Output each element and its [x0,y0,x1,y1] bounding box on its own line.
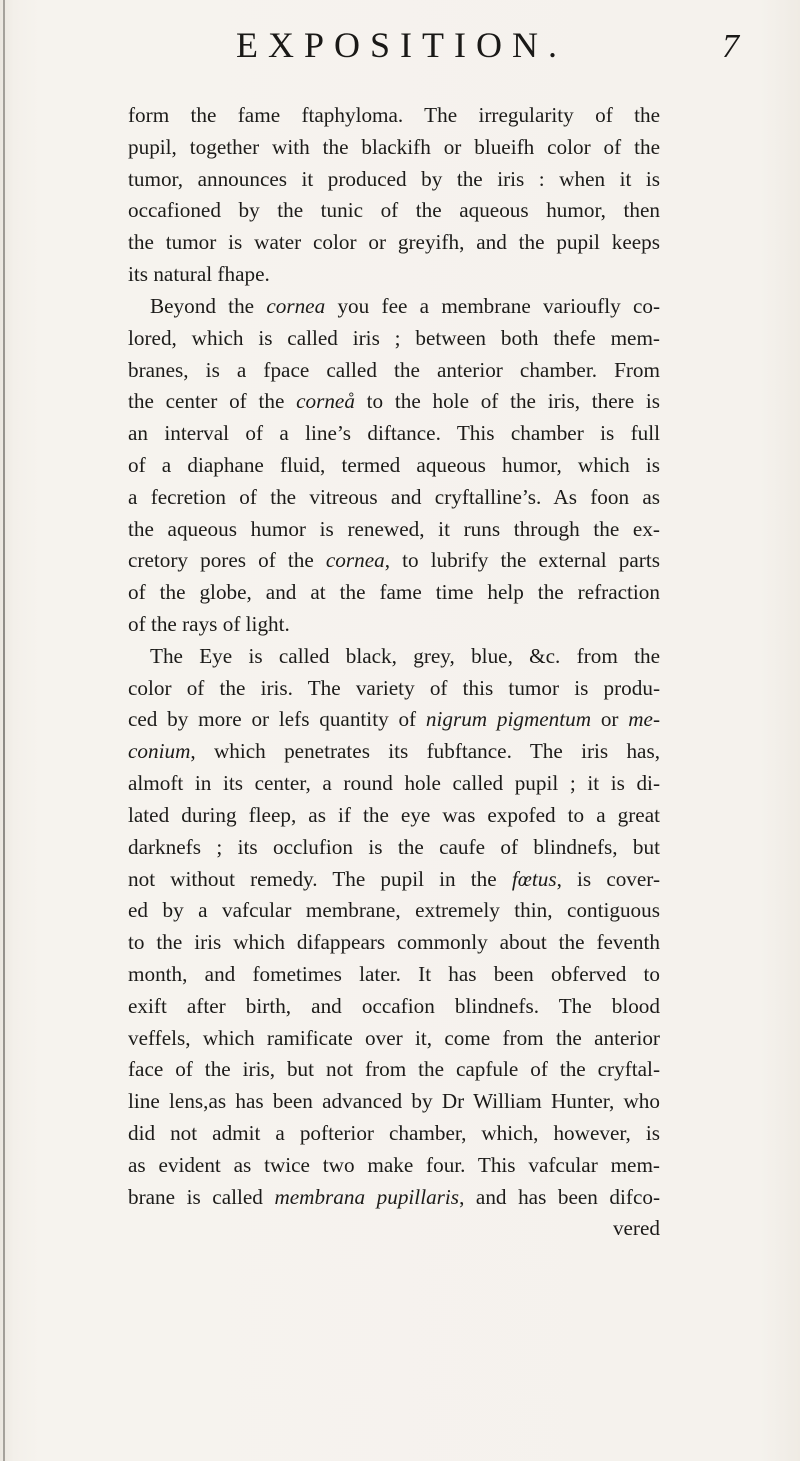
text-run: vered [612,1216,660,1241]
text-run: The Eye is called black, grey, blue, &c. from the [150,643,660,668]
text-run: darknefs ; its occlufion is the caufe of blindnefs, but [128,834,660,859]
text-line [128,1213,660,1245]
text-line [128,927,660,959]
text-line [128,959,660,991]
text-line [128,800,660,832]
text-run: cretory pores of the [128,548,326,573]
text-line [128,195,660,227]
text-run: a fecretion of the vitreous and cryftalline’s. As foon as [128,484,660,509]
text-run: ed by a vafcular membrane, extremely thin, contiguous [128,898,660,923]
text-run: color of the iris. The variety of this tumor is produ- [128,675,660,700]
text-line [128,355,660,387]
text-line [128,450,660,482]
text-run: branes, is a fpace called the anterior chamber. From [128,357,660,382]
text-run: form the fame ftaphyloma. The irregularity of the [128,103,660,127]
text-line [128,1118,660,1150]
text-line [128,1182,660,1214]
text-line [128,641,660,673]
italic-term: me- [628,707,661,732]
text-line [128,1054,660,1086]
text-line [128,323,660,355]
text-run: , which penetrates its fubftance. The iris has, [190,739,660,764]
text-run: the center of the [128,389,297,414]
text-line [128,545,660,577]
text-line [128,1150,660,1182]
text-run: the aqueous humor is renewed, it runs through the ex- [128,516,660,541]
text-run: as evident as twice two make four. This vafcular mem- [128,1152,660,1177]
body-text [128,100,660,1245]
binding-edge [3,0,5,1461]
text-line [128,227,660,259]
text-run: of the globe, and at the fame time help the refraction [128,580,660,605]
text-line [128,832,660,864]
text-line [128,864,660,896]
text-line [128,259,660,291]
text-run: or [591,707,629,732]
text-run: you fee a membrane varioufly co- [325,293,660,318]
text-line [128,609,660,641]
text-run: lated during fleep, as if the eye was expofed to a great [128,802,660,827]
text-run: to the hole of the iris, there is [354,389,660,414]
text-run: brane is called [128,1184,275,1209]
text-line [128,164,660,196]
text-run: tumor, announces it produced by the iris : when it is [128,166,660,191]
text-line [128,1023,660,1055]
running-head: EXPOSITION. [236,25,567,65]
page-number: 7 [722,28,739,65]
italic-term: cornea [266,293,326,318]
text-line [128,704,660,736]
text-run: face of the iris, but not from the capfule of the cryftal- [128,1057,660,1082]
text-line [128,577,660,609]
text-run: did not admit a pofterior chamber, which, however, is [128,1121,660,1145]
text-run: ced by more or lefs quantity of [128,707,426,732]
text-line [128,768,660,800]
text-run: veffels, which ramificate over it, come from the anterior [128,1025,660,1050]
italic-term: conium [128,739,191,764]
text-run: almoft in its center, a round hole called pupil ; it is di- [128,771,660,796]
text-run: exift after birth, and occafion blindnefs. The blood [128,993,660,1018]
text-line [128,418,660,450]
text-run: lored, which is called iris ; between both thefe mem- [128,325,660,350]
text-run: of the rays of light. [128,612,290,636]
text-line [128,132,660,164]
text-run: the tumor is water color or greyifh, and the pupil keeps [128,230,660,255]
text-run: month, and fometimes later. It has been obferved to [128,961,660,986]
text-line [128,386,660,418]
text-run: , to lubrify the external parts [384,548,660,573]
text-run: not without remedy. The pupil in the [128,866,512,891]
italic-term: membrana pupillaris [274,1184,460,1209]
text-line [128,482,660,514]
text-run: , and has been difco- [459,1184,661,1209]
text-run: of a diaphane fluid, termed aqueous humor, which is [128,452,660,477]
text-run: Beyond the [150,293,267,318]
text-run: pupil, together with the blackifh or blueifh color of the [128,134,660,159]
text-run: an interval of a line’s diftance. This chamber is full [128,421,660,446]
text-line [128,895,660,927]
text-run: , is cover- [556,866,660,891]
text-line [128,291,660,323]
text-run: line lens,as has been advanced by Dr William Hunter, who [128,1089,660,1114]
text-line [128,673,660,705]
italic-term: fœtus [511,866,557,891]
text-line [128,1086,660,1118]
text-run: its natural fhape. [128,262,270,287]
text-line [128,991,660,1023]
text-run: occafioned by the tunic of the aqueous humor, then [128,198,660,223]
text-run: to the iris which difappears commonly about the feventh [128,930,660,955]
text-line [128,100,660,132]
italic-term: corneå [296,389,355,414]
text-line [128,514,660,546]
text-line [128,736,660,768]
italic-term: nigrum pigmentum [425,707,592,732]
page-header [0,16,800,76]
italic-term: cornea [325,548,385,573]
